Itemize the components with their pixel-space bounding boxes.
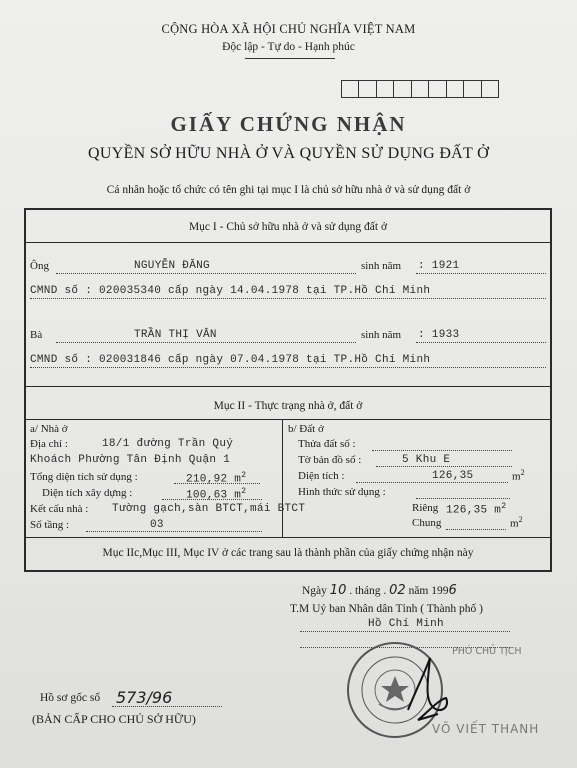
owner1-prefix: Ông bbox=[30, 260, 49, 272]
record-number: 573/96 bbox=[116, 688, 173, 707]
owner2-name: TRẦN THỊ VÂN bbox=[134, 329, 217, 341]
copy-note: (BẢN CẤP CHO CHỦ SỞ HỮU) bbox=[32, 712, 196, 726]
owner1-birth-year: : 1921 bbox=[418, 260, 460, 272]
issue-date: Ngày 10 . tháng . 02 năm 1996 bbox=[302, 583, 457, 598]
land-area-value: 126,35 bbox=[432, 470, 474, 482]
page-title: GIẤY CHỨNG NHẬN bbox=[170, 112, 407, 136]
date-month: 02 bbox=[389, 583, 406, 598]
address-line1: 18/1 đường Trần Quý bbox=[102, 438, 234, 450]
city: Hồ Chí Minh bbox=[368, 618, 444, 630]
land-heading: b/ Đất ở bbox=[288, 423, 324, 435]
footer-note: Mục IIc,Mục III, Mục IV ở các trang sau là thành phần của giấy chứng nhận này bbox=[102, 547, 474, 559]
column-divider bbox=[282, 419, 283, 537]
structure-value: Tường gạch,sàn BTCT,mái BTCT bbox=[112, 503, 306, 515]
divider bbox=[26, 386, 550, 387]
section2-title: Mục II - Thực trạng nhà ở, đất ở bbox=[213, 400, 363, 412]
motto: Độc lập - Tự do - Hạnh phúc bbox=[222, 41, 355, 53]
shared-unit: m bbox=[510, 517, 519, 530]
owner2-id-line: CMND số : 020031846 cấp ngày 07.04.1978 tại TP.Hồ Chí Minh bbox=[30, 354, 431, 366]
build-area-label: Diện tích xây dựng : bbox=[42, 487, 133, 499]
address-line2: Khoách Phường Tân Định Quận 1 bbox=[30, 454, 231, 466]
land-area-unit: m bbox=[512, 470, 521, 483]
page-subtitle: QUYỀN SỞ HỮU NHÀ Ở VÀ QUYỀN SỬ DỤNG ĐẤT Ở bbox=[88, 145, 489, 162]
signer-name: VÕ VIẾT THANH bbox=[432, 722, 540, 736]
date-month-label: tháng bbox=[354, 585, 381, 597]
unit-superscript: 2 bbox=[518, 515, 523, 524]
divider bbox=[26, 419, 550, 420]
house-heading: a/ Nhà ở bbox=[30, 423, 68, 435]
country-header: CỘNG HÒA XÃ HỘI CHỦ NGHĨA VIỆT NAM bbox=[161, 22, 416, 36]
motto-underline bbox=[245, 58, 335, 59]
total-area-value: 210,92 m bbox=[186, 473, 242, 486]
owner2-birth-year: : 1933 bbox=[418, 329, 460, 341]
land-area-label: Diện tích : bbox=[298, 470, 345, 482]
serial-number-boxes bbox=[341, 80, 499, 98]
record-label: Hồ sơ gốc số bbox=[40, 692, 101, 704]
date-day-label: Ngày bbox=[302, 585, 327, 597]
date-year: 6 bbox=[448, 583, 457, 598]
owner2-birth-label: sinh năm bbox=[361, 329, 402, 341]
structure-label: Kết cấu nhà : bbox=[30, 503, 89, 515]
signer-role: PHÓ CHỦ TỊCH bbox=[452, 646, 522, 657]
unit-superscript: 2 bbox=[241, 487, 247, 496]
total-area-label: Tổng diện tích sử dụng : bbox=[30, 471, 138, 483]
owner1-name: NGUYỄN ĐĂNG bbox=[134, 260, 210, 272]
private-label: Riêng bbox=[412, 502, 439, 514]
shared-label: Chung bbox=[412, 517, 442, 529]
date-year-label: năm 199 bbox=[408, 585, 449, 597]
certificate-table bbox=[24, 208, 552, 572]
private-value: 126,35 m bbox=[446, 504, 502, 517]
divider bbox=[26, 242, 550, 243]
divider bbox=[26, 537, 550, 538]
floors-value: 03 bbox=[150, 519, 164, 531]
authority: T.M Uỷ ban Nhân dân Tỉnh ( Thành phố ) bbox=[290, 603, 483, 615]
map-value: 5 Khu E bbox=[402, 454, 451, 466]
floors-label: Số tầng : bbox=[30, 519, 70, 531]
intro-note: Cá nhân hoặc tổ chức có tên ghi tại mục I là chủ sở hữu nhà ở và sử dụng đất ở bbox=[106, 184, 471, 196]
parcel-label: Thửa đất số : bbox=[298, 438, 356, 450]
build-area-value: 100,63 m bbox=[186, 489, 242, 502]
owner1-id-line: CMND số : 020035340 cấp ngày 14.04.1978 tại TP.Hồ Chí Minh bbox=[30, 285, 431, 297]
map-label: Tờ bản đồ số : bbox=[298, 454, 362, 466]
unit-superscript: 2 bbox=[501, 502, 507, 511]
usage-label: Hình thức sử dụng : bbox=[298, 486, 386, 498]
section1-title: Mục I - Chủ sở hữu nhà ở và sử dụng đất ở bbox=[188, 221, 388, 233]
address-label: Địa chỉ : bbox=[30, 438, 68, 450]
unit-superscript: 2 bbox=[241, 471, 247, 480]
owner1-birth-label: sinh năm bbox=[361, 260, 402, 272]
unit-superscript: 2 bbox=[520, 468, 525, 477]
owner2-prefix: Bà bbox=[30, 329, 43, 341]
date-day: 10 bbox=[329, 583, 347, 598]
